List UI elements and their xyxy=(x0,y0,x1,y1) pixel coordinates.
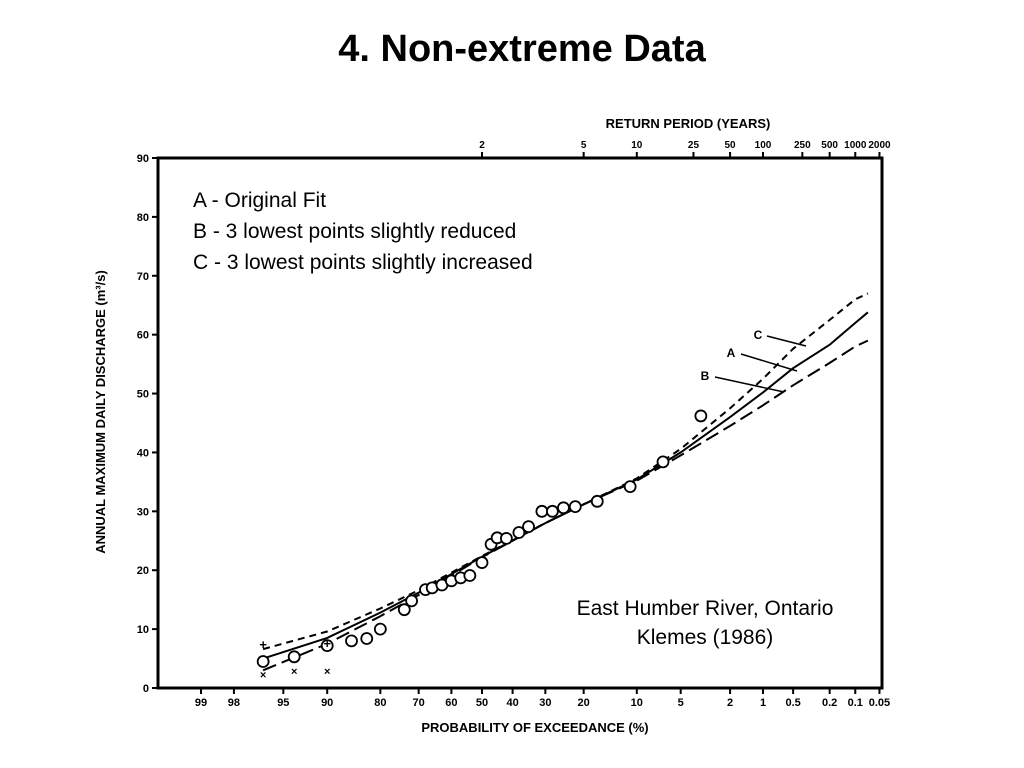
caption-citation: Klemes (1986) xyxy=(636,626,774,649)
curve-label-a: A xyxy=(726,346,736,360)
y-tick-label: 50 xyxy=(136,388,149,401)
top-tick-label: 250 xyxy=(794,140,811,151)
leader-line-c xyxy=(767,336,806,346)
slide-title: 4. Non-extreme Data xyxy=(338,28,706,70)
x-tick-label: 95 xyxy=(277,697,290,709)
observed-point xyxy=(406,595,417,606)
x-marker: × xyxy=(259,669,267,682)
y-tick-label: 40 xyxy=(136,447,149,460)
observed-point xyxy=(695,410,706,421)
observed-point xyxy=(536,506,547,517)
x-tick-label: 90 xyxy=(321,697,334,709)
x-tick-label: 60 xyxy=(445,697,458,709)
legend-line-b: B - 3 lowest points slightly reduced xyxy=(193,220,517,243)
y-tick-label: 90 xyxy=(136,153,149,165)
observed-point xyxy=(547,506,558,517)
observed-point xyxy=(592,496,603,507)
legend-line-a: A - Original Fit xyxy=(193,189,327,212)
observed-point xyxy=(289,651,300,662)
observed-point xyxy=(523,521,534,532)
top-tick-label: 25 xyxy=(687,140,700,151)
y-axis-title: ANNUAL MAXIMUM DAILY DISCHARGE (m³/s) xyxy=(93,270,108,554)
source-caption xyxy=(540,594,870,652)
top-tick-label: 10 xyxy=(631,140,643,151)
x-axis-title: PROBABILITY OF EXCEEDANCE (%) xyxy=(421,720,649,735)
x-tick-label: 40 xyxy=(506,697,519,709)
y-tick-label: 20 xyxy=(136,565,149,578)
observed-point xyxy=(346,635,357,646)
x-tick-label: 50 xyxy=(475,697,489,709)
top-tick-label: 2000 xyxy=(868,140,891,151)
x-marker: × xyxy=(290,665,298,678)
observed-point xyxy=(464,570,475,581)
observed-point xyxy=(501,533,512,544)
leader-line-a xyxy=(741,354,797,371)
observed-point xyxy=(570,501,581,512)
observed-point xyxy=(658,456,669,467)
x-tick-label: 99 xyxy=(194,697,208,709)
top-tick-label: 50 xyxy=(724,140,736,151)
curve-labels xyxy=(701,328,806,392)
y-tick-label: 70 xyxy=(136,270,149,283)
x-tick-label: 0.5 xyxy=(785,697,801,709)
x-tick-label: 10 xyxy=(630,697,643,709)
x-tick-label: 30 xyxy=(539,697,552,709)
top-tick-label: 500 xyxy=(821,140,838,151)
caption-river: East Humber River, Ontario xyxy=(576,597,834,620)
legend-annotation xyxy=(193,185,533,278)
curve-label-b: B xyxy=(700,369,710,383)
x-tick-label: 0.05 xyxy=(868,697,891,709)
y-tick-label: 0 xyxy=(142,683,149,695)
top-tick-label: 2 xyxy=(479,140,485,151)
observed-point xyxy=(258,656,269,667)
legend-line-c: C - 3 lowest points slightly increased xyxy=(193,251,533,274)
x-marker: × xyxy=(323,665,331,678)
y-tick-label: 80 xyxy=(136,211,149,224)
y-tick-label: 30 xyxy=(136,506,149,519)
top-tick-label: 1000 xyxy=(844,140,867,151)
observed-point xyxy=(361,633,372,644)
x-tick-label: 1 xyxy=(759,697,767,709)
top-tick-label: 5 xyxy=(580,140,587,151)
x-tick-label: 20 xyxy=(577,697,590,709)
x-tick-label: 80 xyxy=(374,697,387,709)
observed-point xyxy=(477,557,488,568)
observed-point xyxy=(625,481,636,492)
x-tick-label: 70 xyxy=(412,697,425,709)
x-tick-label: 2 xyxy=(727,697,734,709)
x-tick-label: 98 xyxy=(227,697,241,709)
observed-point xyxy=(558,502,569,513)
plus-marker: + xyxy=(259,637,267,653)
plus-marker: + xyxy=(323,635,331,651)
y-tick-label: 10 xyxy=(136,624,149,637)
x-tick-label: 0.2 xyxy=(822,697,838,709)
y-tick-label: 60 xyxy=(136,329,149,342)
top-tick-label: 100 xyxy=(754,140,772,151)
x-tick-label: 0.1 xyxy=(847,697,863,709)
observed-point xyxy=(375,624,386,635)
curve-label-c: C xyxy=(753,328,763,342)
top-axis-title: RETURN PERIOD (YEARS) xyxy=(605,116,771,131)
x-tick-label: 5 xyxy=(677,697,684,709)
